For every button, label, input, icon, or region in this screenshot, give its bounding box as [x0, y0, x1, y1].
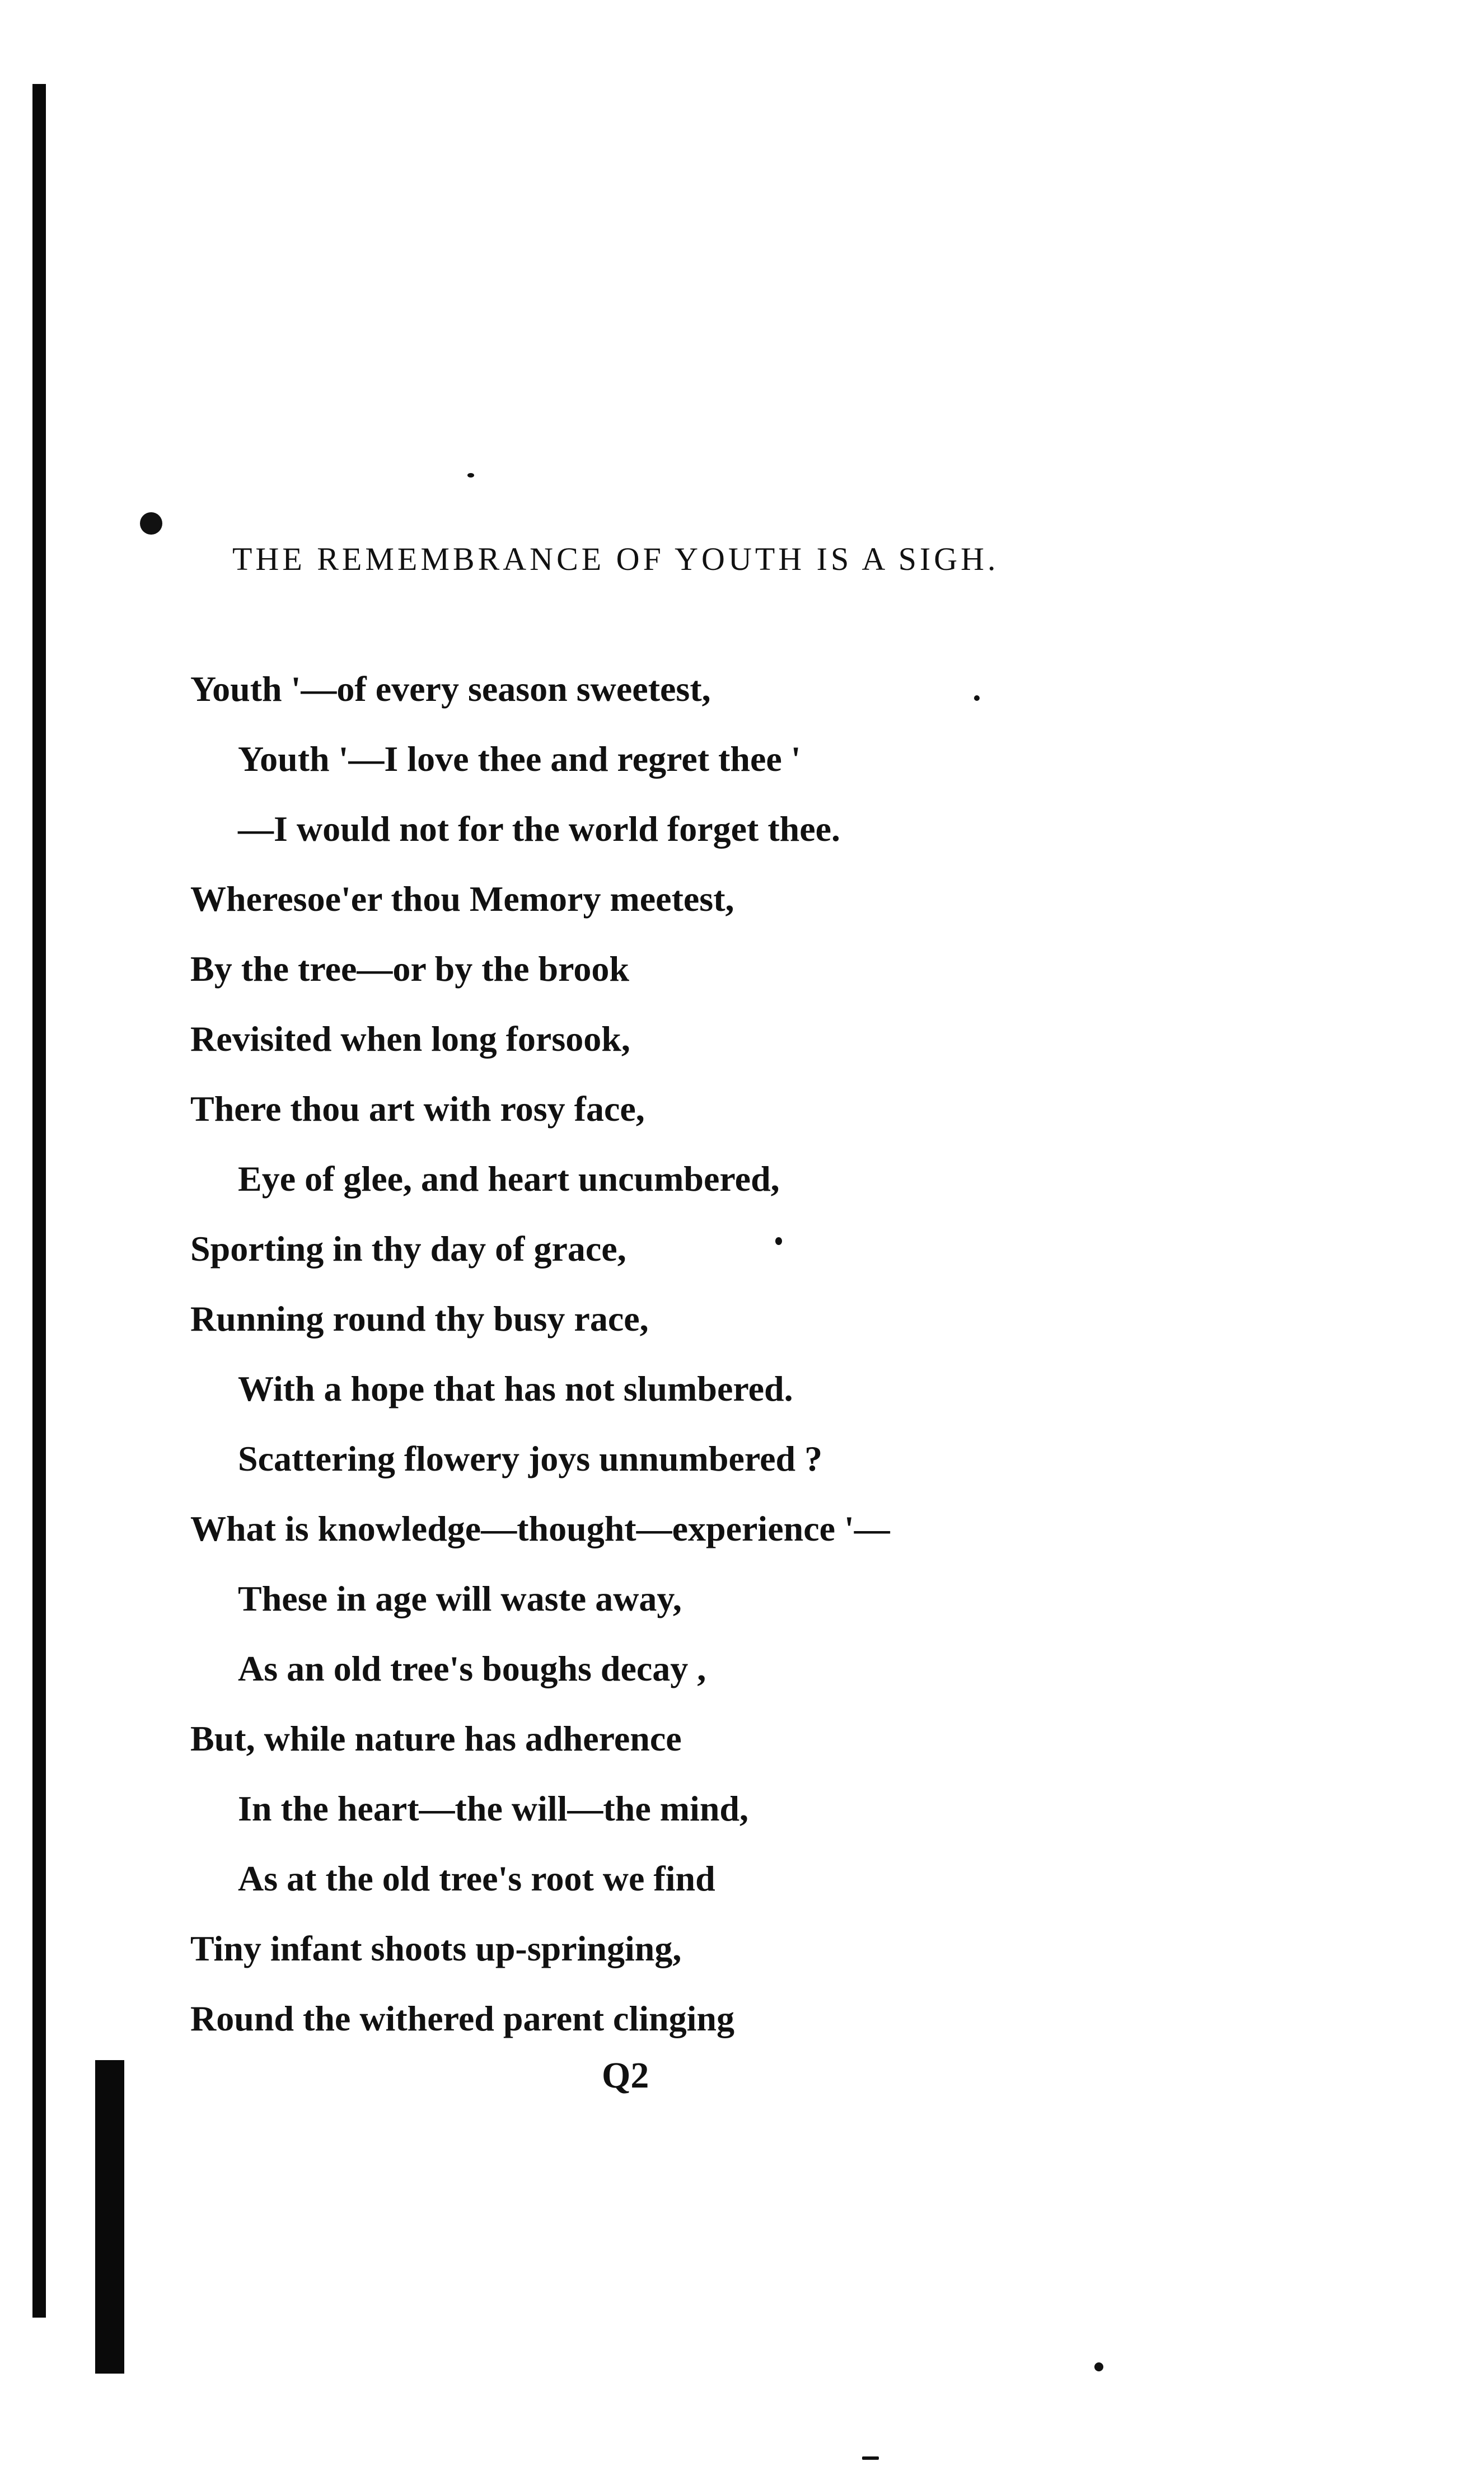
ink-speck	[1094, 2362, 1103, 2371]
ink-speck	[862, 2456, 879, 2460]
poem-line: Wheresoe'er thou Memory meetest,	[190, 879, 734, 919]
poem-line: With a hope that has not slumbered.	[238, 1369, 793, 1408]
poem-line: Revisited when long forsook,	[190, 1019, 630, 1059]
poem-line: —I would not for the world forget thee.	[238, 809, 841, 849]
folio-signature: Q2	[602, 2055, 649, 2096]
poem-line: By the tree—or by the brook	[190, 949, 629, 989]
poem-line: In the heart—the will—the mind,	[238, 1789, 748, 1828]
poem-line: Scattering flowery joys unnumbered ?	[238, 1439, 823, 1478]
ink-speck	[467, 473, 474, 478]
poem-line: As an old tree's boughs decay ,	[238, 1649, 706, 1688]
page-edge-shadow	[32, 84, 46, 2318]
ink-speck	[974, 695, 980, 701]
poem-line: But, while nature has adherence	[190, 1719, 682, 1758]
ink-blot	[140, 512, 162, 535]
poem-line: What is knowledge—thought—experience '—	[190, 1509, 890, 1548]
poem-line: Youth '—I love thee and regret thee '	[238, 739, 801, 779]
poem-line: As at the old tree's root we find	[238, 1859, 715, 1898]
poem-line: Eye of glee, and heart uncumbered,	[238, 1159, 780, 1199]
poem-line: Tiny infant shoots up-springing,	[190, 1929, 682, 1968]
poem-line: Round the withered parent clinging	[190, 1999, 734, 2038]
poem-line: Sporting in thy day of grace,	[190, 1229, 626, 1269]
poem	[190, 654, 890, 2053]
page-title: THE REMEMBRANCE OF YOUTH IS A SIGH.	[232, 541, 999, 577]
poem-line: There thou art with rosy face,	[190, 1089, 645, 1129]
poem-line: These in age will waste away,	[238, 1579, 682, 1618]
poem-line: Running round thy busy race,	[190, 1299, 649, 1339]
page-edge-shadow-lower	[95, 2060, 124, 2374]
poem-line: Youth '—of every season sweetest,	[190, 669, 711, 709]
